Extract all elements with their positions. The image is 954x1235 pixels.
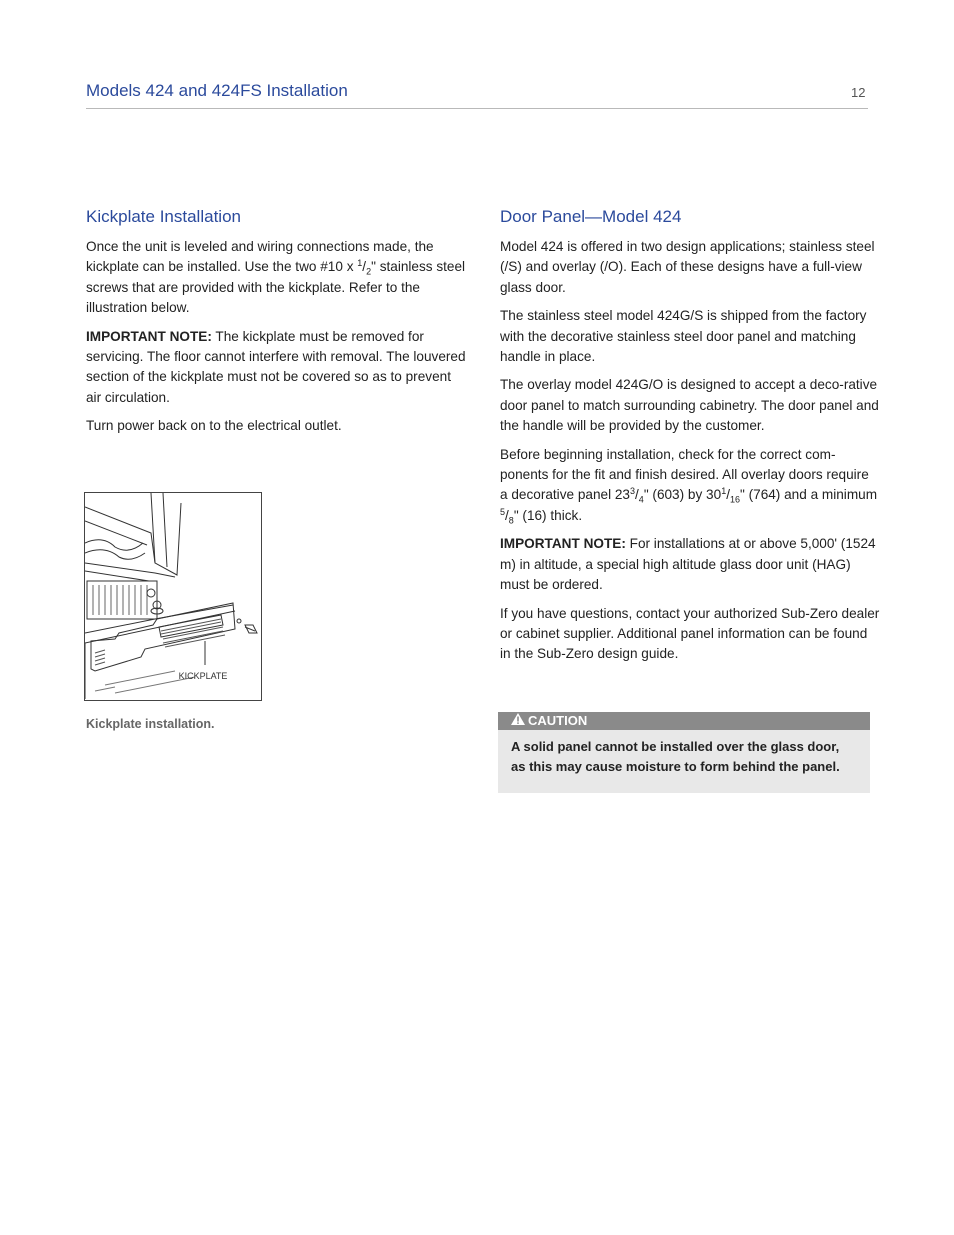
para4-text-a: Before beginning installation, check for the correct com-ponents for the fit and finish desired. All overlay doors require a decorative panel 23: [500, 446, 869, 503]
door-panel-heading: Door Panel—Model 424: [500, 207, 682, 226]
fraction-denominator: 8: [508, 515, 514, 526]
important-note-text: For installations at or above 5,000' (1524 m) in altitude, a special high altitude glass door unit (HAG) must be ordered.: [500, 536, 876, 593]
para4-text-b: " (603) by 30: [643, 487, 722, 503]
fraction-numerator: 1: [721, 486, 727, 497]
fraction-numerator: 3: [630, 486, 636, 497]
door-panel-paragraph-4: Before beginning installation, check for the correct com-ponents for the fit and finish desired. All overlay doors require a decorative panel $23^3/_4$" (603) by $30^1/_{16}$" (764) and a minimum $^5/_8$" (16) thick.: [500, 446, 878, 526]
important-note-label: IMPORTANT NOTE:: [86, 328, 212, 344]
para4-text-d: " (16) thick.: [513, 507, 583, 523]
fraction-denominator: 4: [638, 495, 644, 506]
caution-text: A solid panel cannot be installed over the glass door, as this may cause moisture to form behind the panel.: [511, 739, 840, 774]
figure-caption: Kickplate installation.: [86, 717, 215, 731]
door-panel-section: [500, 207, 880, 673]
para4-text-c: " (764) and a minimum: [740, 487, 878, 503]
page-header-title: Models 424 and 424FS Installation: [86, 81, 348, 100]
fraction-numerator: 5: [500, 506, 506, 517]
important-note-label: IMPORTANT NOTE:: [500, 536, 626, 552]
door-panel-paragraph-1: Model 424 is offered in two design applications; stainless steel (/S) and overlay (/O). Each of these designs have a full-view glass door.: [500, 239, 875, 295]
warning-triangle-icon: [511, 712, 525, 730]
kickplate-para1-text-a: Once the unit is leveled and wiring connections made, the kickplate can be installed. Use the two #10 x: [86, 239, 434, 275]
door-panel-important-note: [500, 534, 880, 595]
caution-header: [498, 712, 870, 730]
fraction-numerator: 1: [357, 258, 363, 269]
kickplate-callout-label: KICKPLATE: [178, 671, 228, 681]
kickplate-illustration: [84, 492, 262, 701]
kickplate-drawing: [85, 493, 261, 700]
kickplate-heading: Kickplate Installation: [86, 207, 241, 226]
kickplate-para1-text-b: " stainless steel screws that are provided with the kickplate. Refer to the illustration below.: [86, 259, 466, 316]
header-divider: [86, 108, 868, 109]
door-panel-paragraph-2: The stainless steel model 424G/S is shipped from the factory with the decorative stainless steel door panel and matching handle in place.: [500, 308, 867, 365]
kickplate-paragraph-1: Once the unit is leveled and wiring connections made, the kickplate can be installed. Use the two #10 x $^1/_2$" stainless steel screws that are provided with the kickplate. Refer to the illustration below.: [86, 239, 466, 316]
kickplate-important-note: [86, 327, 466, 409]
caution-box: [498, 712, 870, 793]
page-number: 12: [851, 85, 866, 100]
door-panel-paragraph-3: The overlay model 424G/O is designed to accept a deco-rative door panel to match surrounding cabinetry. The door panel and the handle will be provided by the customer.: [500, 377, 879, 434]
fraction-denominator: 16: [729, 495, 740, 506]
caution-label: CAUTION: [528, 713, 588, 728]
door-panel-paragraph-6: If you have questions, contact your authorized Sub-Zero dealer or cabinet supplier. Additional panel information can be found in the Sub-Zero design guide.: [500, 605, 880, 662]
kickplate-section: [86, 207, 466, 445]
fraction-denominator: 2: [366, 267, 372, 278]
kickplate-paragraph-3: Turn power back on to the electrical outlet.: [86, 418, 342, 434]
important-note-text: The kickplate must be removed for servicing. The floor cannot interfere with removal. The louvered section of the kickplate must not be covered so as to prevent air circulation.: [86, 328, 466, 405]
